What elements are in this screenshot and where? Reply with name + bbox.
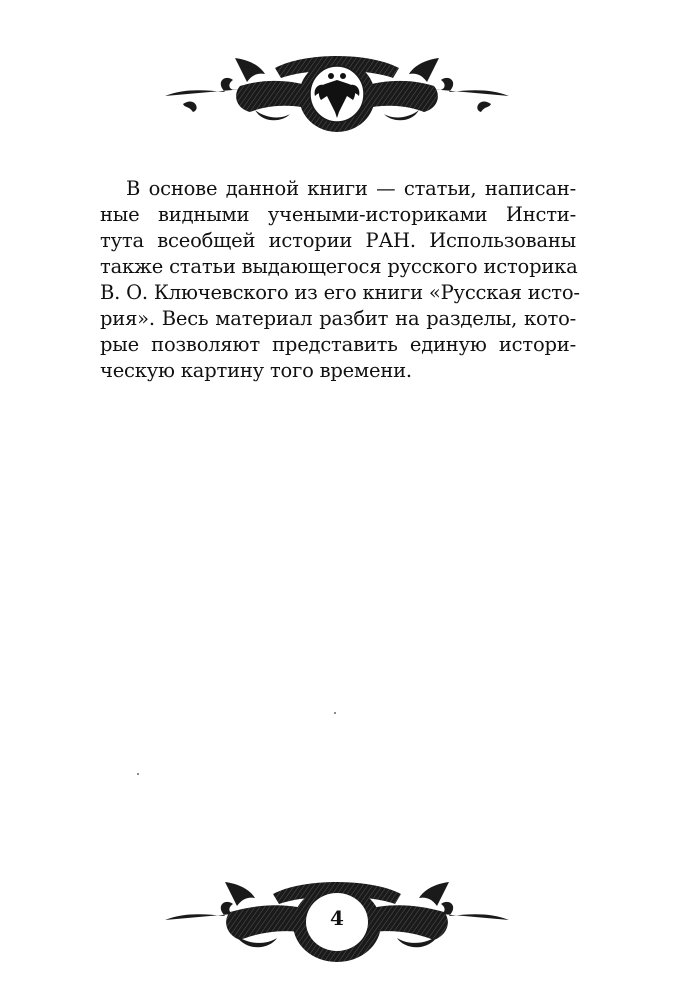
paragraph-line: В основе данной книги — статьи, написан-	[126, 177, 576, 200]
bottom-ornament	[155, 868, 519, 968]
paragraph-line: также статьи выдающегося русского историка	[100, 255, 578, 278]
paragraph-line: рия». Весь материал разбит на разделы, кото-	[100, 307, 576, 330]
paragraph-line: В. О. Ключевского из его книги «Русская исто-	[100, 281, 580, 304]
intro-paragraph	[100, 176, 580, 384]
page-number: 4	[330, 906, 344, 930]
paragraph-line: ческую картину того времени.	[100, 359, 412, 382]
print-speck	[334, 712, 336, 714]
paragraph-line: рые позволяют представить единую истори-	[100, 333, 576, 356]
print-speck	[137, 773, 139, 775]
eagle-emblem-icon	[155, 38, 519, 138]
top-ornament	[155, 38, 519, 138]
paragraph-line: ные видными учеными-историками Инсти-	[100, 203, 576, 226]
paragraph-line: тута всеобщей истории РАН. Использованы	[100, 229, 576, 252]
